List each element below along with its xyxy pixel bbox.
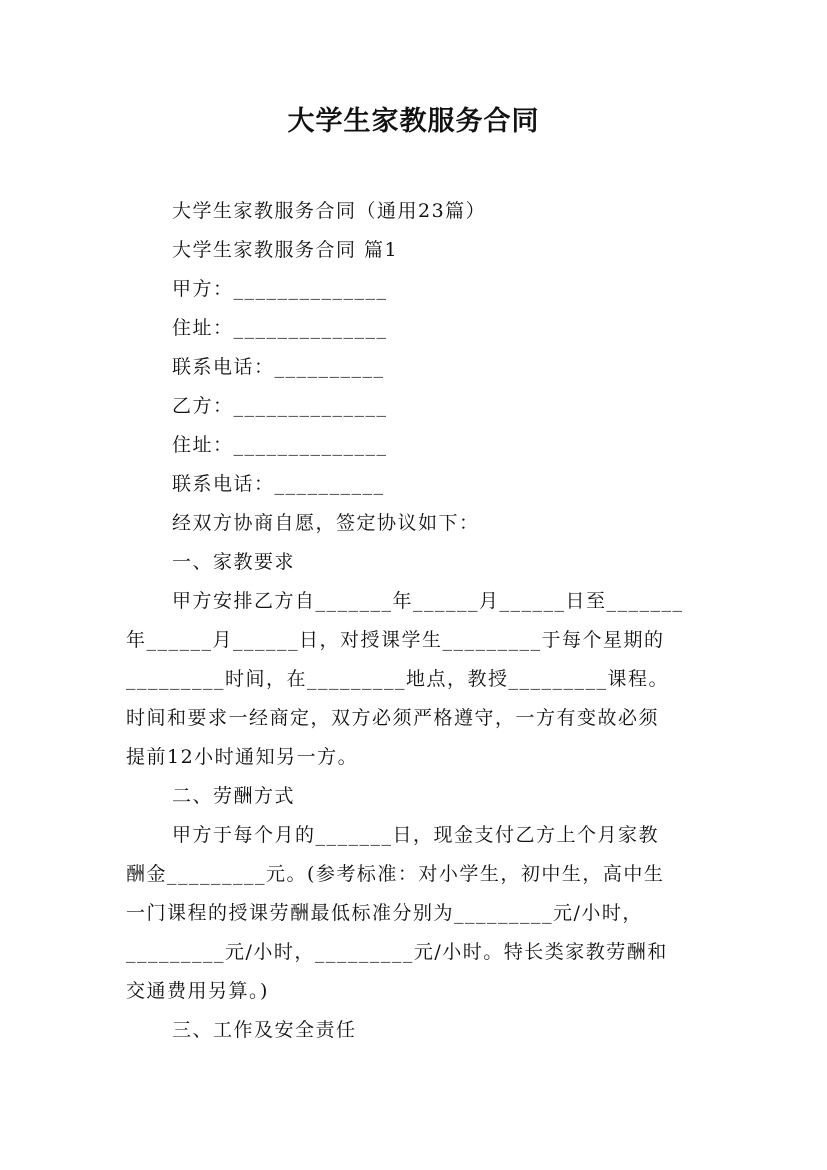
section2-line: 交通费用另算。) xyxy=(126,980,269,1002)
section1-line: _________时间，在_________地点，教授_________课程。 xyxy=(126,668,670,690)
section2-heading: 二、劳酬方式 xyxy=(172,785,296,807)
party-a-address: 住址：______________ xyxy=(172,317,388,339)
section1-heading: 一、家教要求 xyxy=(172,551,296,573)
section2-line: 一门课程的授课劳酬最低标准分别为_________元/小时， xyxy=(126,902,643,924)
section1-line: 时间和要求一经商定，双方必须严格遵守，一方有变故必须 xyxy=(126,707,660,729)
section1-line: 年______月______日，对授课学生_________于每个星期的 xyxy=(126,629,665,651)
party-a-label: 甲方：______________ xyxy=(172,278,388,300)
intro-text: 经双方协商自愿，签定协议如下： xyxy=(172,512,480,534)
party-b-phone: 联系电话：__________ xyxy=(172,473,385,495)
section2-line: 酬金_________元。(参考标准：对小学生，初中生，高中生 xyxy=(126,863,665,885)
party-a-phone: 联系电话：__________ xyxy=(172,356,385,378)
section3-heading: 三、工作及安全责任 xyxy=(172,1019,357,1041)
section1-line: 提前12小时通知另一方。 xyxy=(126,746,359,768)
section2-line: _________元/小时，_________元/小时。特长类家教劳酬和 xyxy=(126,941,668,963)
document-body xyxy=(126,192,704,1050)
party-b-label: 乙方：______________ xyxy=(172,395,388,417)
section1-line: 甲方安排乙方自_______年______月______日至_______ xyxy=(172,590,684,612)
document-title: 大学生家教服务合同 xyxy=(287,106,540,137)
party-b-address: 住址：______________ xyxy=(172,434,388,456)
document-subtitle: 大学生家教服务合同（通用23篇） xyxy=(172,200,487,222)
section2-line: 甲方于每个月的_______日，现金支付乙方上个月家教 xyxy=(172,824,660,846)
section-heading: 大学生家教服务合同 篇1 xyxy=(172,239,399,261)
